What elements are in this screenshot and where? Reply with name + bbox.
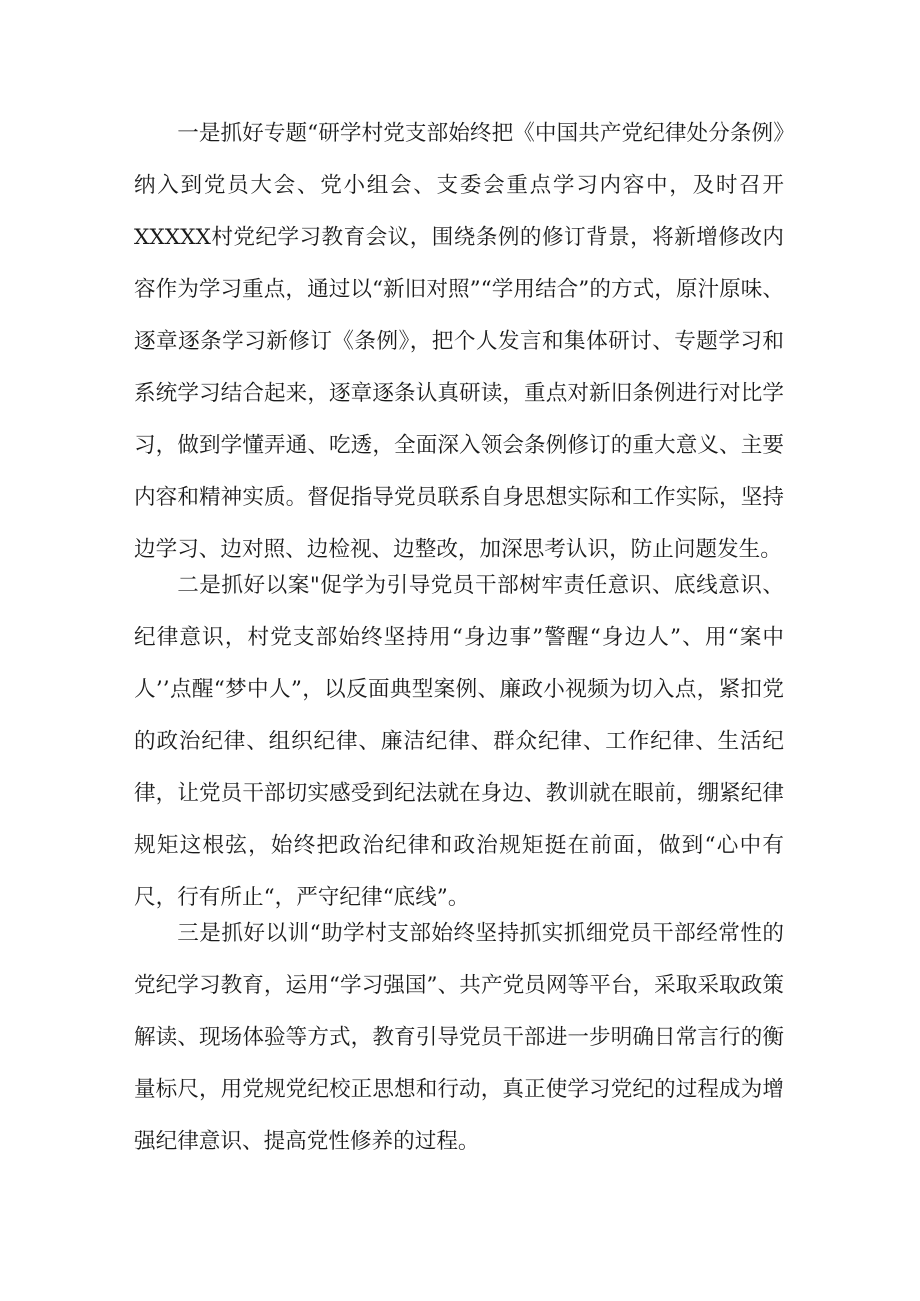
paragraph-training-platforms: 三是抓好以训“助学村支部始终坚持抓实抓细党员干部经常性的党纪学习教育，运用“学习强国”、共产党员网等平台，采取采取政策解读、现场体验等方式，教育引导党员干部进一步明确日常言行的衡量标尺，用党规党纪校正思想和行动，真正使学习党纪的过程成为增强纪律意识、提高党性修养的过程。 — [134, 921, 784, 1154]
paragraph-study-regulations: 一是抓好专题“研学村党支部始终把《中国共产党纪律处分条例》纳入到党员大会、党小组会、支委会重点学习内容中，及时召开XXXXX村党纪学习教育会议，围绕条例的修订背景，将新增修改内容作为学习重点，通过以“新旧对照”“学用结合”的方式，原汁原味、逐章逐条学习新修订《条例》，把个人发言和集体研讨、专题学习和系统学习结合起来，逐章逐条认真研读，重点对新旧条例进行对比学习，做到学懂弄通、吃透，全面深入领会条例修订的重大意义、主要内容和精神实质。督促指导党员联系自身思想实际和工作实际，坚持边学习、边对照、边检视、边整改，加深思考认识，防止问题发生。 — [134, 121, 784, 562]
paragraph-case-warning: 二是抓好以案"促学为引导党员干部树牢责任意识、底线意识、纪律意识，村党支部始终坚持用“身边事”警醒“身边人”、用“案中人’’点醒“梦中人”，以反面典型案例、廉政小视频为切入点，紧扣党的政治纪律、组织纪律、廉洁纪律、群众纪律、工作纪律、生活纪律，让党员干部切实感受到纪法就在身边、教训就在眼前，绷紧纪律规矩这根弦，始终把政治纪律和政治规矩挺在前面，做到“心中有尺，行有所止“，严守纪律“底线”。 — [134, 573, 784, 910]
